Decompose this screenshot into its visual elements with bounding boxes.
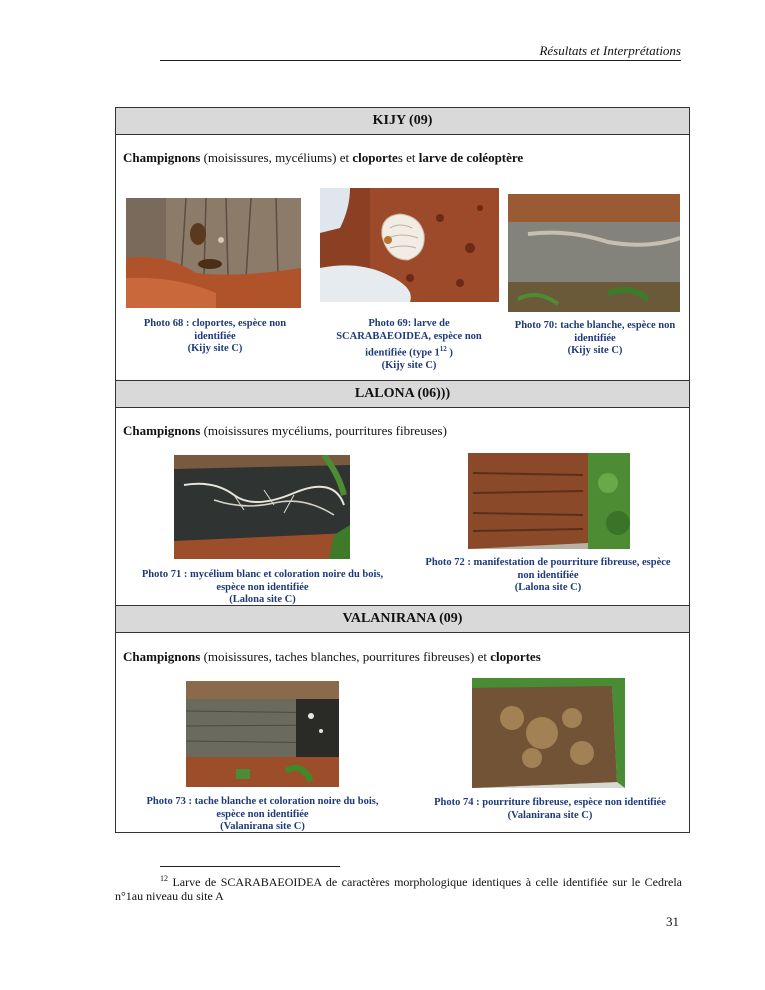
photo-70-caption — [502, 320, 688, 358]
caption-fragment: identifiée (type 1 — [365, 347, 440, 359]
caption-line: (Lalona site C) — [514, 582, 582, 593]
photo-69-caption — [314, 318, 504, 373]
photo-71-mycelium — [174, 455, 350, 559]
photo-68-woodlice — [126, 198, 301, 308]
caption-fragment: ) — [449, 347, 453, 359]
photo-74-fibrous-rot — [472, 678, 625, 788]
section-title: VALANIRANA (09) — [116, 606, 689, 633]
photo-73-white-stain-black-wood — [186, 681, 339, 787]
caption-line — [314, 343, 504, 360]
intro-bold: Champignons — [123, 150, 201, 165]
footnote-number: 12 — [160, 874, 168, 883]
page-number: 31 — [666, 914, 679, 929]
intro-bold: cloporte — [352, 150, 398, 165]
caption-line: (Kijy site C) — [187, 343, 243, 354]
intro-text: (moisissures, taches blanches, pourritures fibreuses) et — [200, 649, 491, 664]
caption-line: SCARABAEOIDEA, espèce non — [336, 330, 482, 342]
photo-72-caption — [412, 557, 684, 595]
section-intro — [123, 150, 523, 166]
caption-line: Photo 73 : tache blanche et coloration noire du bois, — [146, 796, 379, 807]
section-kijy — [115, 107, 690, 381]
caption-line: identifiée — [574, 332, 616, 344]
footnote — [115, 872, 682, 903]
footnote-ref: 12 — [439, 345, 447, 353]
intro-bold: Champignons — [123, 649, 201, 664]
caption-line: Photo 68 : cloportes, espèce non — [143, 318, 287, 329]
intro-text: (moisissures, mycéliums) et — [200, 150, 353, 165]
running-header: Résultats et Interprétations — [160, 44, 681, 61]
section-lalona — [115, 380, 690, 606]
caption-line: (Valanirana site C) — [507, 809, 593, 821]
photo-71-caption — [120, 569, 405, 607]
intro-bold: larve de coléoptère — [418, 150, 524, 165]
caption-line: espèce non identifiée — [216, 581, 309, 593]
photo-68-caption — [120, 318, 310, 356]
caption-line: Photo 70: tache blanche, espèce non — [514, 320, 676, 331]
caption-line: Photo 69: larve de — [368, 318, 450, 329]
section-valanirana — [115, 605, 690, 833]
intro-bold: cloportes — [490, 649, 541, 664]
section-intro — [123, 649, 541, 665]
caption-line: espèce non identifiée — [216, 808, 309, 820]
caption-line: (Valanirana site C) — [220, 821, 305, 832]
intro-bold: Champignons — [123, 423, 201, 438]
section-title: LALONA (06))) — [116, 381, 689, 408]
section-intro — [123, 423, 447, 439]
caption-line: Photo 74 : pourriture fibreuse, espèce non identifiée — [434, 797, 666, 808]
photo-73-caption — [120, 796, 405, 834]
footnote-separator — [160, 866, 340, 867]
caption-line: Photo 72 : manifestation de pourriture fibreuse, espèce — [425, 557, 671, 568]
caption-line: identifiée — [194, 330, 236, 342]
caption-line: (Kijy site C) — [381, 360, 437, 371]
caption-line: Photo 71 : mycélium blanc et coloration noire du bois, — [141, 569, 384, 580]
photo-70-white-stain — [508, 194, 680, 312]
photo-69-larva — [320, 188, 499, 302]
intro-text: s et — [397, 150, 419, 165]
photo-74-caption — [416, 797, 684, 822]
intro-text: (moisissures mycéliums, pourritures fibreuses) — [200, 423, 447, 438]
section-title: KIJY (09) — [116, 108, 689, 135]
caption-line: (Kijy site C) — [567, 345, 623, 356]
photo-72-fibrous-rot — [468, 453, 630, 549]
caption-line: non identifiée — [517, 569, 579, 581]
caption-line: (Lalona site C) — [229, 594, 296, 605]
footnote-text: Larve de SCARABAEOIDEA de caractères morphologique identiques à celle identifiée sur le Cedrela n°1au niveau du site A — [115, 875, 682, 903]
